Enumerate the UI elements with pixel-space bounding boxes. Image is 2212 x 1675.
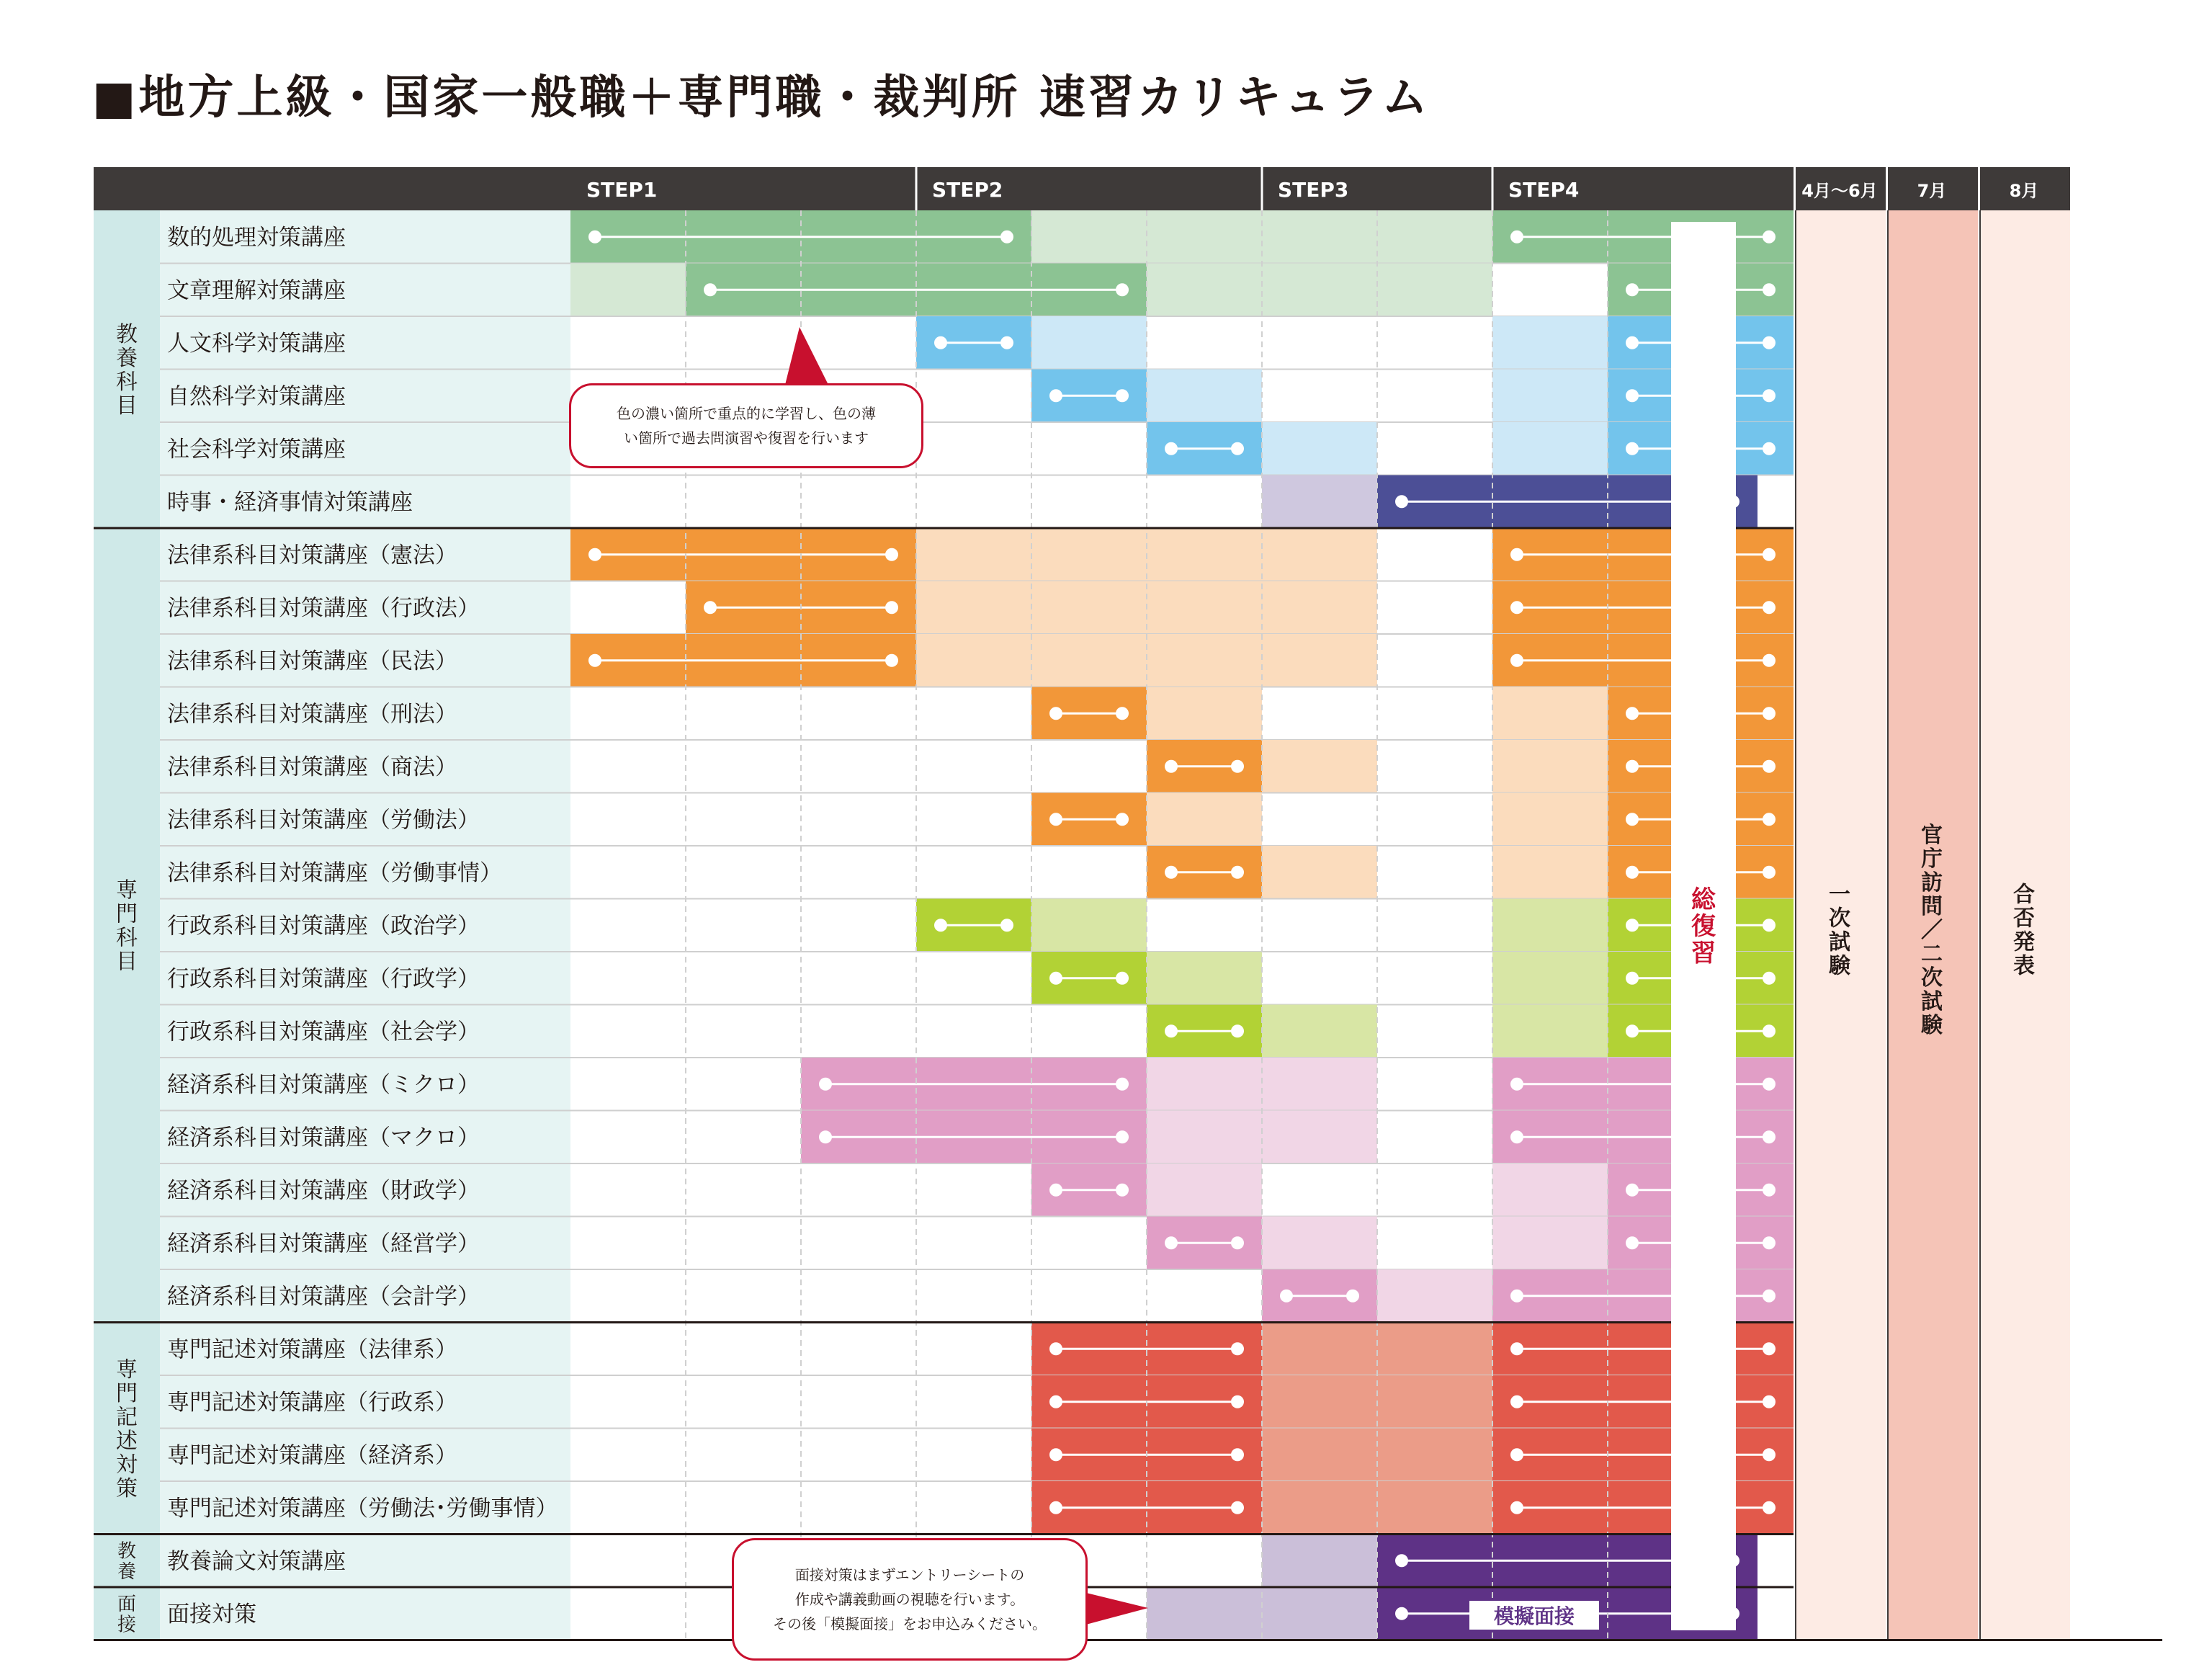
milestone-label-char: 試 <box>1829 929 1850 955</box>
bar-start-dot <box>1626 1184 1639 1197</box>
bar-start-dot <box>934 919 947 932</box>
bar-end-dot <box>1000 231 1013 244</box>
course-name: 専門記述対策講座（経済系） <box>167 1442 457 1469</box>
bar-end-dot <box>1763 1342 1776 1355</box>
schedule-light-cell <box>1492 846 1608 899</box>
bar-start-dot <box>1626 389 1639 402</box>
schedule-light-cell <box>1147 264 1492 317</box>
category-label-char: 対 <box>116 1452 138 1478</box>
category-label-char: 目 <box>116 393 138 419</box>
category-label-char: 目 <box>116 949 138 975</box>
schedule-light-cell <box>1262 1217 1377 1270</box>
course-name: 行政系科目対策講座（政治学） <box>167 913 480 939</box>
bar-start-dot <box>588 231 601 244</box>
bar-end-dot <box>1763 336 1776 349</box>
course-name: 時事・経済事情対策講座 <box>167 489 413 516</box>
bar-start-dot <box>588 548 601 561</box>
bar-start-dot <box>1626 283 1639 296</box>
bar-start-dot <box>1049 1448 1062 1461</box>
bar-start-dot <box>1049 1395 1062 1408</box>
bar-end-dot <box>1231 442 1244 455</box>
schedule-light-cell <box>1147 687 1262 741</box>
schedule-light-cell <box>1492 952 1608 1005</box>
course-name: 経済系科目対策講座（財政学） <box>167 1177 480 1204</box>
bar-start-dot <box>1626 707 1639 720</box>
bar-start-dot <box>704 601 717 614</box>
milestone-label-char: ／ <box>1921 917 1943 943</box>
bar-start-dot <box>1626 866 1639 879</box>
interview-note-line-1: 面接対策はまずエントリーシートの <box>794 1566 1025 1584</box>
course-name: 法律系科目対策講座（刑法） <box>167 701 457 728</box>
schedule-light-cell <box>1262 846 1377 899</box>
milestone-label-char: 発 <box>2013 929 2035 955</box>
bar-start-dot <box>588 654 601 667</box>
bar-start-dot <box>1510 1130 1523 1143</box>
bar-end-dot <box>1231 1395 1244 1408</box>
schedule-light-cell <box>1492 899 1608 952</box>
course-name: 行政系科目対策講座（行政学） <box>167 965 480 992</box>
bar-start-dot <box>1510 1290 1523 1303</box>
schedule-light-cell <box>1492 1005 1608 1058</box>
bar-start-dot <box>1626 336 1639 349</box>
page-title: ■地方上級・国家一般職＋専門職・裁判所 速習カリキュラム <box>92 71 1431 125</box>
bar-start-dot <box>1165 1236 1178 1249</box>
bar-end-dot <box>1763 813 1776 826</box>
bar-start-dot <box>1280 1290 1293 1303</box>
bar-start-dot <box>1049 389 1062 402</box>
bar-start-dot <box>1626 1236 1639 1249</box>
bar-start-dot <box>1049 1501 1062 1514</box>
bar-end-dot <box>1116 1130 1129 1143</box>
course-name: 行政系科目対策講座（社会学） <box>167 1019 480 1045</box>
schedule-light-cell <box>1147 952 1262 1005</box>
milestone-label-char: 否 <box>2013 906 2035 932</box>
bar-end-dot <box>1763 654 1776 667</box>
course-name: 法律系科目対策講座（労働法） <box>167 807 480 834</box>
milestone-label-char: 一 <box>1829 882 1850 908</box>
course-name: 経済系科目対策講座（会計学） <box>167 1283 480 1310</box>
milestone-label <box>2013 882 2035 978</box>
course-name: 数的処理対策講座 <box>167 224 346 251</box>
milestone-label <box>1920 823 1943 1038</box>
review-label <box>1691 885 1716 968</box>
bar-end-dot <box>885 548 898 561</box>
category-label <box>116 322 138 419</box>
bar-end-dot <box>1763 601 1776 614</box>
interview-note-bubble <box>732 1538 1088 1661</box>
schedule-light-cell <box>1262 475 1377 529</box>
category-label-char: 門 <box>116 1380 138 1406</box>
milestone-label-char: 次 <box>1829 906 1850 932</box>
bar-start-dot <box>934 336 947 349</box>
category-label <box>117 1540 136 1583</box>
category-label <box>116 878 138 975</box>
bar-start-dot <box>1395 1554 1408 1567</box>
course-name: 法律系科目対策講座（商法） <box>167 754 457 780</box>
course-name: 面接対策 <box>167 1601 256 1627</box>
bar-start-dot <box>1626 1024 1639 1037</box>
mock-interview-label: 模擬面接 <box>1493 1604 1575 1628</box>
bar-start-dot <box>1510 231 1523 244</box>
milestone-label-char: 験 <box>1829 953 1850 979</box>
bar-end-dot <box>1116 1078 1129 1091</box>
step-label: STEP3 <box>1278 178 1349 202</box>
course-name: 法律系科目対策講座（民法） <box>167 648 457 674</box>
course-name: 自然科学対策講座 <box>167 383 346 410</box>
review-label-char: 習 <box>1691 939 1716 968</box>
bar-start-dot <box>1049 1342 1062 1355</box>
step-label: STEP2 <box>932 178 1003 202</box>
bar-end-dot <box>1763 972 1776 985</box>
bar-start-dot <box>1510 601 1523 614</box>
bar-start-dot <box>1049 707 1062 720</box>
bar-end-dot <box>1763 389 1776 402</box>
category-label-char: 教 <box>117 1540 137 1563</box>
bar-start-dot <box>1510 1395 1523 1408</box>
schedule-light-cell <box>1492 316 1608 370</box>
interview-note-line-3: その後「模擬面接」をお申込みください。 <box>773 1615 1047 1632</box>
milestone-label-char: 庁 <box>1921 846 1943 872</box>
course-name: 専門記述対策講座（行政系） <box>167 1389 457 1416</box>
schedule-light-cell <box>1492 422 1608 475</box>
bar-end-dot <box>1116 972 1129 985</box>
category-label-char: 教 <box>116 321 138 347</box>
milestone-label-char: 試 <box>1921 988 1943 1014</box>
course-name: 法律系科目対策講座（労働事情） <box>167 859 502 886</box>
bar-start-dot <box>1626 442 1639 455</box>
focus-note-line-1: 色の濃い箇所で重点的に学習し、色の薄 <box>617 405 876 422</box>
milestone-label-char: 二 <box>1921 941 1943 967</box>
course-name: 経済系科目対策講座（マクロ） <box>167 1125 480 1151</box>
schedule-light-cell <box>1147 370 1262 423</box>
course-name: 文章理解対策講座 <box>167 277 346 304</box>
bar-end-dot <box>1763 548 1776 561</box>
schedule-light-cell <box>1492 1217 1608 1270</box>
bar-end-dot <box>1346 1290 1359 1303</box>
category-label-char: 策 <box>116 1475 138 1501</box>
bar-start-dot <box>1510 1501 1523 1514</box>
review-label-char: 総 <box>1691 885 1716 914</box>
bar-end-dot <box>1763 1448 1776 1461</box>
bar-end-dot <box>1763 707 1776 720</box>
bar-start-dot <box>1626 972 1639 985</box>
focus-note-pointer <box>785 327 828 385</box>
bar-start-dot <box>1165 442 1178 455</box>
milestone-label-char: 問 <box>1921 893 1943 919</box>
bar-end-dot <box>1116 1184 1129 1197</box>
bar-end-dot <box>1231 1024 1244 1037</box>
bar-start-dot <box>1049 813 1062 826</box>
schedule-light-cell <box>1147 793 1262 847</box>
bar-start-dot <box>819 1078 832 1091</box>
category-label-char: 接 <box>117 1614 137 1636</box>
bar-end-dot <box>1231 866 1244 879</box>
schedule-light-cell <box>1147 1163 1262 1217</box>
course-name: 教養論文対策講座 <box>167 1548 346 1575</box>
schedule-light-cell <box>1492 793 1608 847</box>
bar-start-dot <box>1395 1607 1408 1620</box>
course-name: 人文科学対策講座 <box>167 330 346 357</box>
milestone-label-char: 合 <box>2013 882 2035 908</box>
bar-end-dot <box>1116 707 1129 720</box>
course-name: 法律系科目対策講座（憲法） <box>167 542 457 568</box>
bar-end-dot <box>885 601 898 614</box>
schedule-light-cell <box>1492 1163 1608 1217</box>
bar-end-dot <box>1231 1448 1244 1461</box>
category-label-char: 科 <box>116 925 138 951</box>
bar-end-dot <box>885 654 898 667</box>
schedule-light-cell <box>1492 740 1608 793</box>
bar-end-dot <box>1763 442 1776 455</box>
bar-start-dot <box>1049 1184 1062 1197</box>
bar-start-dot <box>704 283 717 296</box>
bar-end-dot <box>1763 1501 1776 1514</box>
bar-end-dot <box>1231 1342 1244 1355</box>
bar-end-dot <box>1231 760 1244 773</box>
category-label <box>116 1357 138 1501</box>
bar-end-dot <box>1763 1184 1776 1197</box>
bar-end-dot <box>1231 1236 1244 1249</box>
milestone-label-char: 表 <box>2013 953 2035 979</box>
category-label-char: 門 <box>116 901 138 927</box>
category-label-char: 専 <box>116 1357 138 1383</box>
bar-end-dot <box>1000 919 1013 932</box>
schedule-light-cell <box>1262 1005 1377 1058</box>
bar-start-dot <box>1165 866 1178 879</box>
month-label: 4月〜6月 <box>1801 181 1878 201</box>
course-name: 経済系科目対策講座（経営学） <box>167 1230 480 1257</box>
bar-end-dot <box>1000 336 1013 349</box>
schedule-light-cell <box>1492 370 1608 423</box>
bar-end-dot <box>1763 231 1776 244</box>
bar-end-dot <box>1763 1078 1776 1091</box>
schedule-light-cell <box>1262 740 1377 793</box>
category-label-char: 面 <box>117 1593 137 1615</box>
interview-note-pointer <box>1083 1592 1148 1625</box>
schedule-light-cell <box>1031 316 1147 370</box>
bar-end-dot <box>1763 283 1776 296</box>
bar-end-dot <box>1763 1024 1776 1037</box>
course-name: 法律系科目対策講座（行政法） <box>167 595 480 622</box>
focus-note-bubble <box>569 383 923 468</box>
milestone-label-char: 訪 <box>1921 870 1943 895</box>
bar-start-dot <box>1165 1024 1178 1037</box>
bar-end-dot <box>1763 760 1776 773</box>
bar-start-dot <box>1510 1078 1523 1091</box>
bar-start-dot <box>1510 1448 1523 1461</box>
month-label: 7月 <box>1917 181 1947 201</box>
milestone-label-char: 次 <box>1921 965 1943 991</box>
schedule-light-cell <box>1262 1535 1377 1588</box>
bar-end-dot <box>1116 813 1129 826</box>
bar-end-dot <box>1231 1501 1244 1514</box>
bar-end-dot <box>1763 1395 1776 1408</box>
bar-end-dot <box>1763 866 1776 879</box>
category-label-char: 専 <box>116 877 138 903</box>
bar-start-dot <box>819 1130 832 1143</box>
category-label-char: 養 <box>116 345 138 371</box>
bar-start-dot <box>1165 760 1178 773</box>
bar-end-dot <box>1763 919 1776 932</box>
course-name: 専門記述対策講座（法律系） <box>167 1336 457 1363</box>
schedule-light-cell <box>1262 422 1377 475</box>
step-label: STEP4 <box>1508 178 1580 202</box>
bar-start-dot <box>1510 654 1523 667</box>
bar-end-dot <box>1763 1290 1776 1303</box>
milestone-label-char: 験 <box>1921 1012 1943 1038</box>
category-label-char: 記 <box>116 1404 138 1430</box>
bar-start-dot <box>1510 548 1523 561</box>
bar-start-dot <box>1395 495 1408 508</box>
interview-note-line-2: 作成や講義動画の視聴を行います。 <box>794 1591 1025 1608</box>
bar-end-dot <box>1763 1130 1776 1143</box>
focus-note-line-2: い箇所で過去問演習や復習を行います <box>624 429 869 447</box>
bar-start-dot <box>1626 919 1639 932</box>
step-label: STEP1 <box>586 178 658 202</box>
course-name: 社会科学対策講座 <box>167 436 346 463</box>
category-label-char: 述 <box>116 1428 138 1454</box>
month-label: 8月 <box>2009 181 2039 201</box>
category-label-char: 養 <box>117 1560 137 1583</box>
bar-start-dot <box>1626 760 1639 773</box>
bar-start-dot <box>1626 813 1639 826</box>
category-label <box>117 1594 137 1636</box>
review-label-char: 復 <box>1691 912 1716 942</box>
schedule-light-cell <box>1031 899 1147 952</box>
bar-start-dot <box>1510 1342 1523 1355</box>
milestone-label <box>1828 882 1850 978</box>
bar-end-dot <box>1763 1236 1776 1249</box>
milestone-label-char: 官 <box>1921 822 1943 848</box>
course-name: 専門記述対策講座（労働法･労働事情） <box>167 1495 558 1522</box>
bar-start-dot <box>1049 972 1062 985</box>
schedule-light-cell <box>1492 687 1608 741</box>
schedule-light-cell <box>570 264 686 317</box>
category-label-char: 科 <box>116 369 138 395</box>
bar-end-dot <box>1116 389 1129 402</box>
bar-end-dot <box>1116 283 1129 296</box>
course-name: 経済系科目対策講座（ミクロ） <box>167 1071 480 1098</box>
